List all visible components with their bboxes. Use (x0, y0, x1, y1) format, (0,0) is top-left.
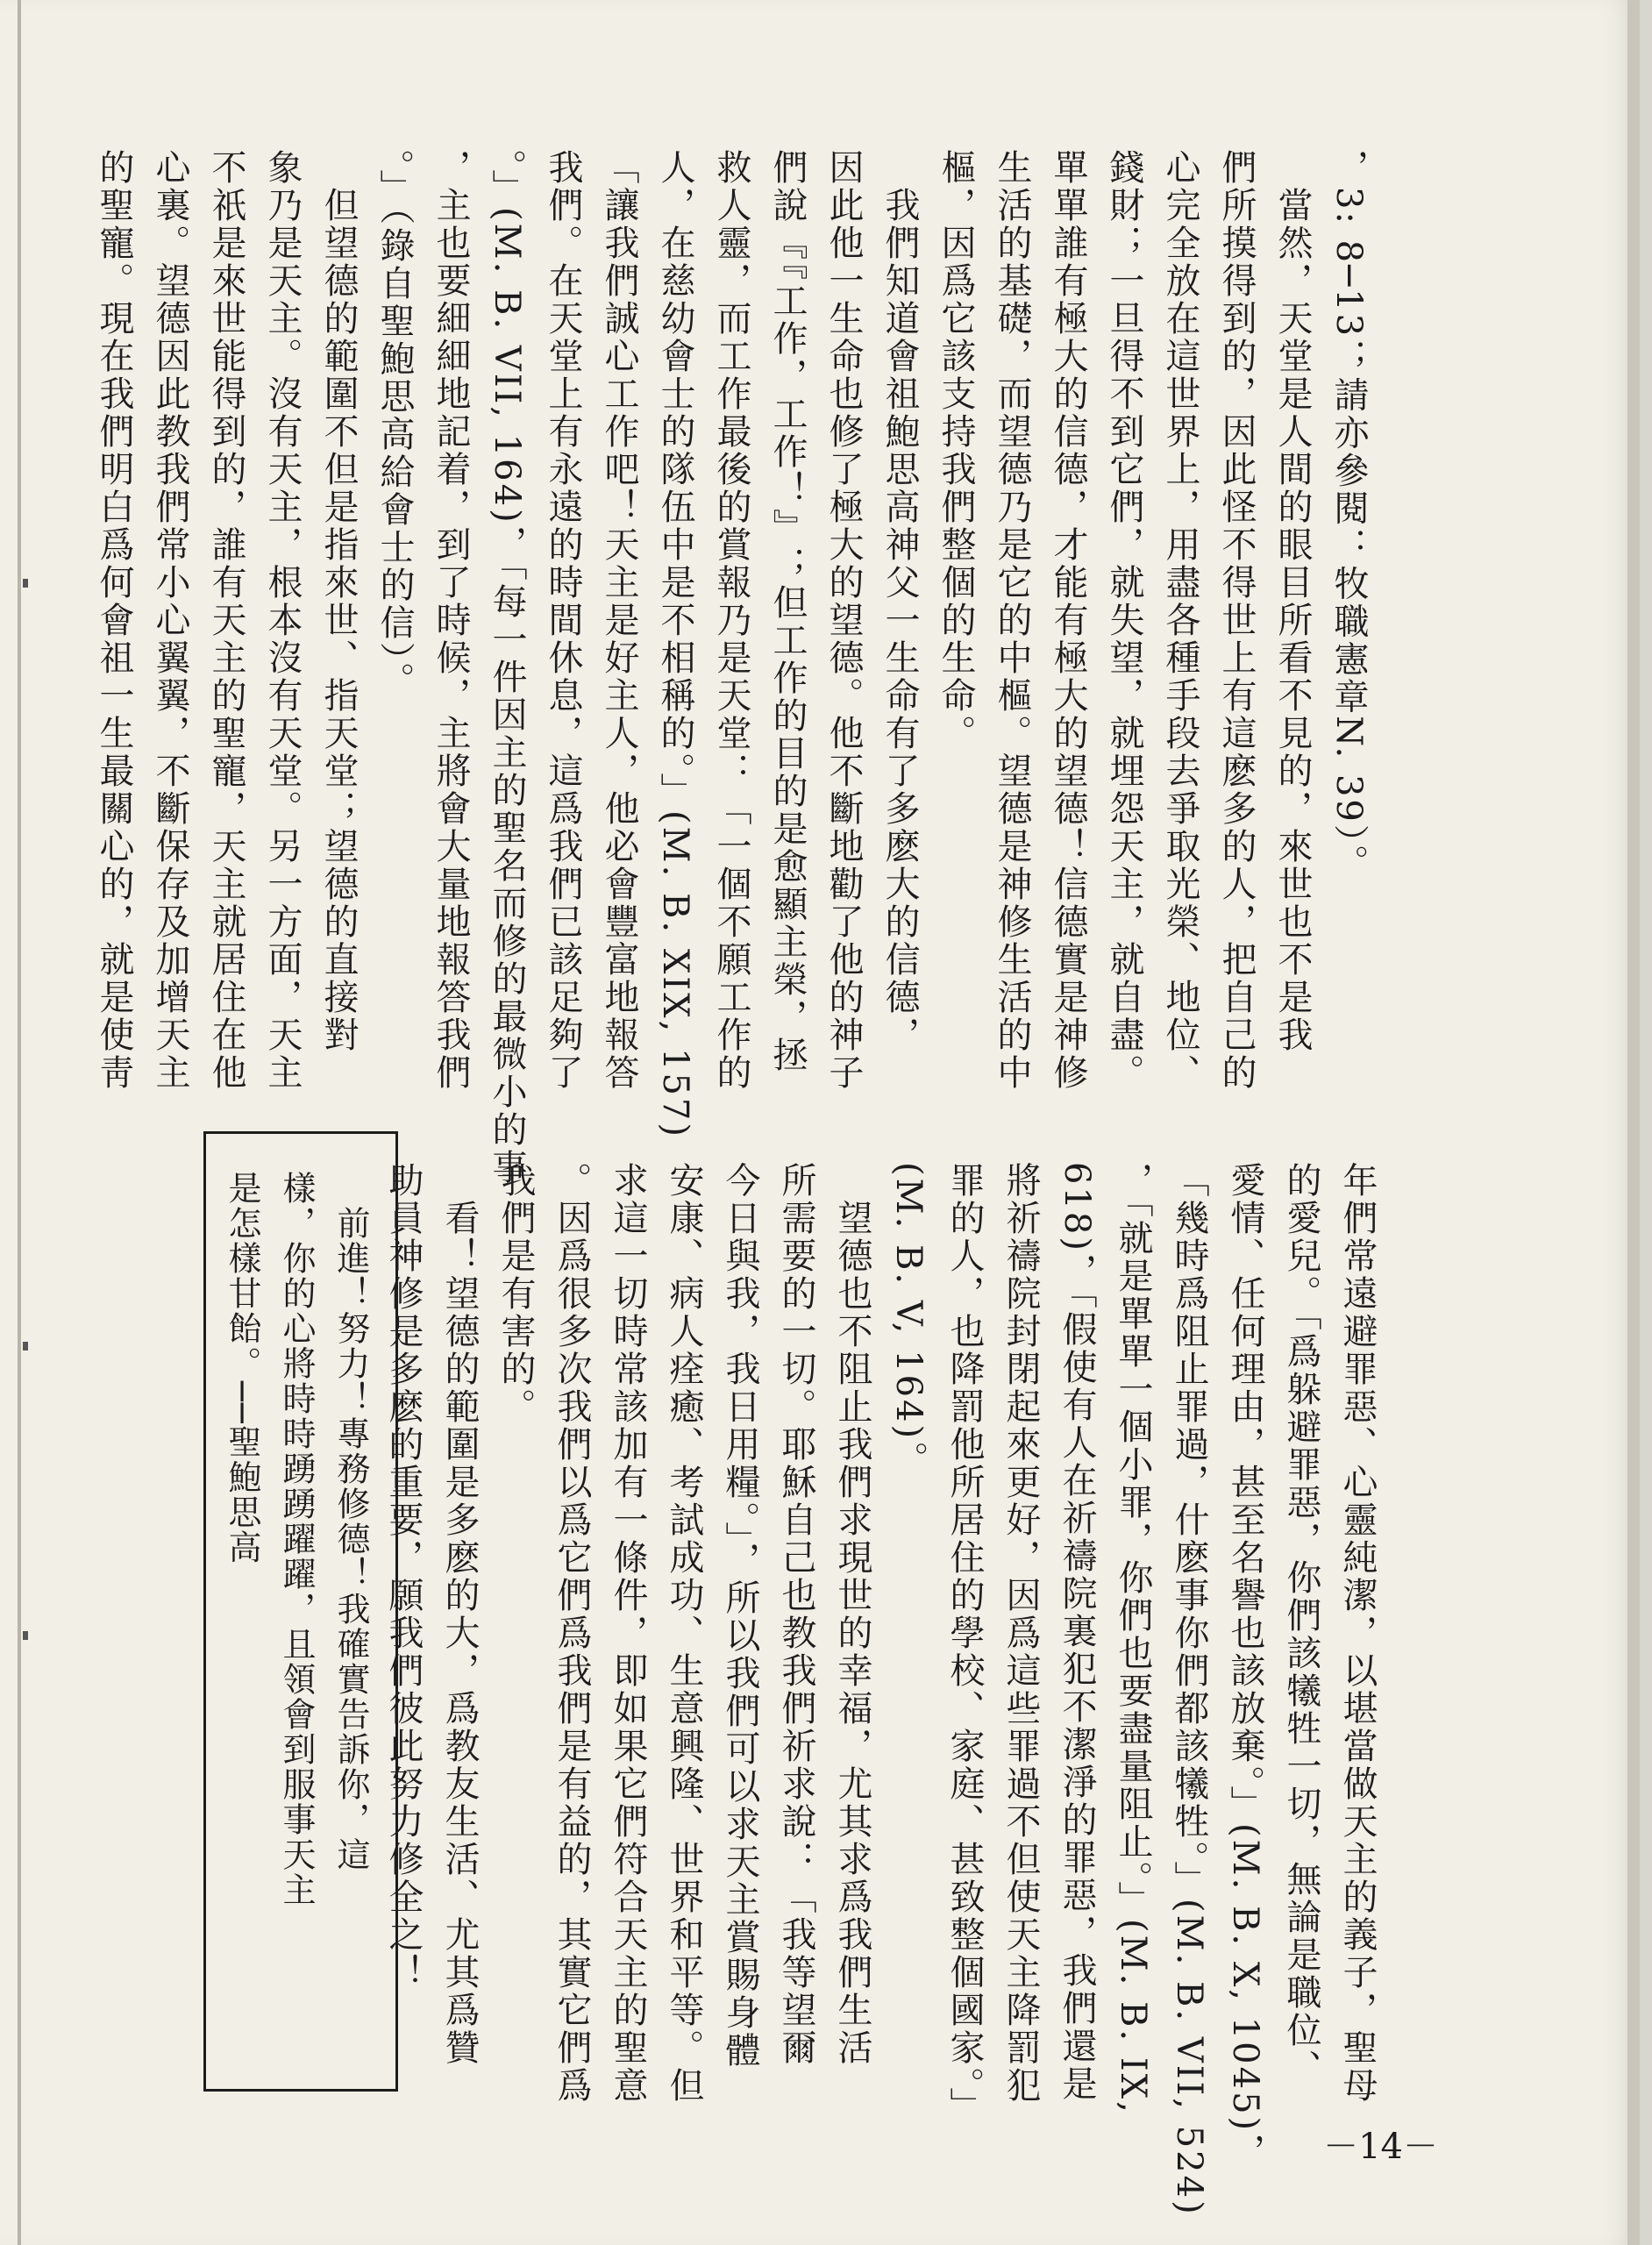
lower-text-column: 我們是有害的。 (495, 1162, 536, 1426)
upper-text-column: 象乃是天主。沒有天主，根本沒有天堂。另一方面，天主 (262, 149, 303, 1092)
lower-text-column: 今日與我，我日用糧。」，所以我們可以求天主賞賜身體 (720, 1162, 760, 2070)
upper-text-column: 的聖寵。現在我們明白爲何會祖一生最關心的，就是使靑 (94, 149, 134, 1092)
upper-text-column: 們說『『工作，工作！』；但工作的目的是愈顯主榮，拯 (767, 149, 808, 1074)
upper-text-column: ，3: 8─13；請亦參閱：牧職憲章N. 39）。 (1328, 149, 1369, 882)
quote-column: 樣，你的心將時時踴踴躍躍，且領會到服事天主 (277, 1171, 316, 1907)
quote-text (215, 1171, 378, 2061)
page-number: －14－ (1323, 2127, 1438, 2167)
lower-text-column: 看！望德的範圍是多麽的大，爲教友生活、尤其爲贊 (439, 1162, 480, 2067)
upper-text-column: 救人靈，而工作最後的賞報乃是天堂：「一個不願工作的 (711, 149, 751, 1092)
upper-text-column: 因此他一生命也修了極大的望德。他不斷地勸了他的神子 (823, 149, 864, 1092)
upper-text-column: 人，在慈幼會士的隊伍中是不相稱的。」(M. B. XIX, 157) (655, 149, 695, 1139)
binding-mark (23, 1631, 28, 1640)
quote-box (203, 1131, 398, 2092)
lower-text-column: 助員神修是多麽的重要，願我們彼此努力修全之！ (383, 1162, 424, 1992)
upper-text-column: 心裏。望德因此教我們常小心翼翼，不斷保存及加增天主 (150, 149, 190, 1092)
lower-text-column: 所需要的一切。耶穌自己也教我們祈求說：「我等望爾 (776, 1162, 816, 2067)
upper-text-column: 我們知道會祖鮑思高神父一生命有了多麽大的信德， (879, 149, 920, 1054)
upper-text-column: 我們。在天堂上有永遠的時間休息，這爲我們已該足夠了 (543, 149, 583, 1092)
upper-text-column: 。」（錄自聖鮑思高給會士的信）。 (374, 149, 415, 700)
lower-text-column: 。因爲很多次我們以爲它們爲我們是有益的，其實它們爲 (552, 1162, 592, 2105)
page-spine-shadow (1627, 0, 1640, 2245)
upper-text-column: 當然，天堂是人間的眼目所看不見的，來世也不是我 (1272, 149, 1313, 1054)
binding-mark (23, 1342, 28, 1351)
lower-text-column: 愛情、任何理由，甚至名譽也該放棄。」(M. B. X, 1045)， (1225, 1162, 1265, 2171)
upper-text-column: 「讓我們誠心工作吧！天主是好主人，他必會豐富地報答 (599, 149, 639, 1092)
upper-text-column: 們所摸得到的，因此怪不得世上有這麽多的人，把自己的 (1216, 149, 1257, 1092)
upper-text-column: ，主也要細細地記着，到了時候，主將會大量地報答我們 (431, 149, 471, 1092)
binding-mark (23, 579, 28, 588)
lower-text-column: 618)，「假使有人在祈禱院裏犯不潔淨的罪惡，我們還是 (1057, 1162, 1097, 2103)
lower-text-column: 求這一切時常該加有一條件，即如果它們符合天主的聖意 (608, 1162, 648, 2105)
lower-text-column: 的愛兒。「爲躲避罪惡，你們該犧牲一切，無論是職位、 (1281, 1162, 1321, 2087)
lower-text-column: 將祈禱院封閉起來更好，因爲這些罪過不但使天主降罰犯 (1000, 1162, 1041, 2105)
upper-text-column: 錢財；一旦得不到它們，就失望，就埋怨天主，就自盡。 (1104, 149, 1144, 1092)
lower-text-column: 安康、病人痊癒、考試成功、生意興隆、世界和平等。但 (664, 1162, 704, 2105)
upper-text-column: 單單誰有極大的信德，才能有極大的望德！信德實是神修 (1048, 149, 1088, 1092)
quote-column: 前進！努力！專務修德！我確實告訴你，這 (331, 1171, 370, 1872)
lower-text-column: 望德也不阻止我們求現世的幸福，尤其求爲我們生活 (832, 1162, 872, 2067)
binding-edge (18, 0, 21, 2245)
upper-text-block (86, 149, 1377, 1187)
lower-text-column: 「幾時爲阻止罪過，什麽事你們都該犧牲。」(M. B. VII, 524) (1169, 1162, 1209, 2217)
lower-text-column: (M. B. V, 164)。 (888, 1162, 929, 1479)
upper-text-column: 。」(M. B. VII, 164)，「每一件因主的聖名而修的最微小的事 (487, 149, 527, 1187)
quote-column: 是怎樣甘飴。──聖鮑思高 (223, 1171, 261, 1565)
lower-text-column: 罪的人，也降罰他所居住的學校、家庭、甚致整個國家。」 (944, 1162, 985, 2125)
lower-text-column: 年們常遠避罪惡、心靈純潔，以堪當做天主的義子，聖母 (1337, 1162, 1378, 2105)
upper-text-column: 但望德的範圍不但是指來世、指天堂；望德的直接對 (318, 149, 359, 1054)
lower-text-column: ，「就是單單一個小罪，你們也要盡量阻止。」(M. B. IX, (1113, 1162, 1153, 2115)
upper-text-column: 樞，因爲它該支持我們整個的生命。 (936, 149, 976, 752)
upper-text-column: 不祇是來世能得到的，誰有天主的聖寵，天主就居住在他 (206, 149, 246, 1092)
upper-text-column: 心完全放在這世界上，用盡各種手段去爭取光榮、地位、 (1160, 149, 1200, 1092)
upper-text-column: 生活的基礎，而望德乃是它的中樞。望德是神修生活的中 (992, 149, 1032, 1092)
